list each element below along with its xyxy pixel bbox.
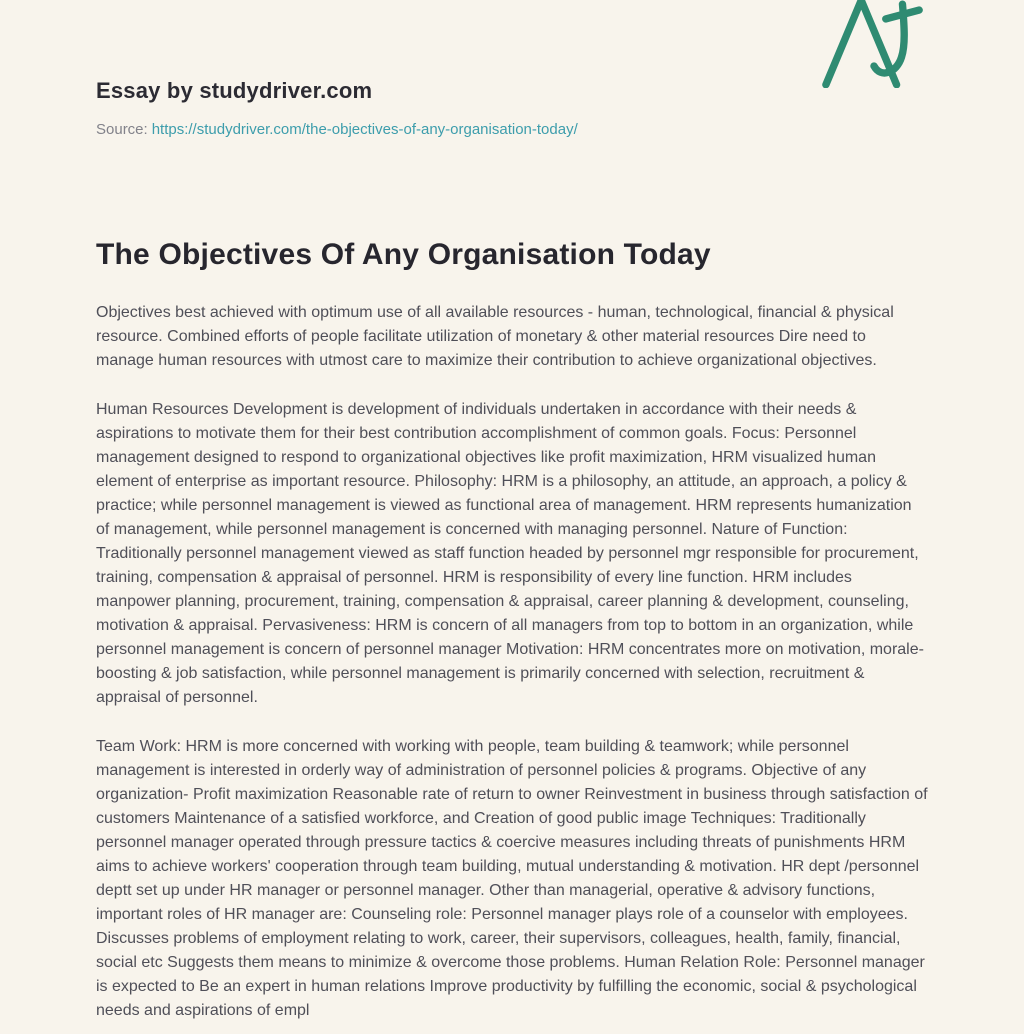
source-url-link[interactable]: https://studydriver.com/the-objectives-of-any-organisation-today/ [151,121,578,138]
essay-title: The Objectives Of Any Organisation Today [96,238,711,271]
essay-content [96,238,928,1023]
essay-byline: Essay by studydriver.com [96,78,373,103]
essay-paragraph-1: Objectives best achieved with optimum use of all available resources - human, technological, financial & physical resource. Combined efforts of people facilitate utilization of monetary & other material resources Dire need to manage human resources with utmost care to maximize their contribution to achieve organizational objectives. [96,304,894,369]
source-label: Source: [96,121,148,138]
studydriver-logo-icon [820,0,928,88]
source-line [96,121,928,138]
document-header [96,0,928,138]
studydriver-logo-graphic [820,0,928,88]
essay-paragraph-2: Human Resources Development is development of individuals undertaken in accordance with their needs & aspirations to motivate them for their best contribution accomplishment of common goals. Focus: Personnel management designed to respond to organizational objectives like profit maximization, HRM visualized human element of enterprise as important resource. Philosophy: HRM is a philosophy, an attitude, an approach, a policy & practice; while personnel management is viewed as functional area of management. HRM represents humanization of management, while personnel management is concerned with managing personnel. Nature of Function: Traditionally personnel management viewed as staff function headed by personnel mgr responsible for procurement, training, compensation & appraisal of personnel. HRM is responsibility of every line function. HRM includes manpower planning, procurement, training, compensation & appraisal, career planning & development, counseling, motivation & appraisal. Pervasiveness: HRM is concern of all managers from top to bottom in an organization, while personnel management is concern of personnel manager Motivation: HRM concentrates more on motivation, morale-boosting & job satisfaction, while personnel management is primarily concerned with selection, recruitment & appraisal of personnel. [96,401,924,706]
essay-paragraph-3: Team Work: HRM is more concerned with working with people, team building & teamwork; while personnel management is interested in orderly way of administration of personnel policies & programs. Objective of any organization- Profit maximization Reasonable rate of return to owner Reinvestment in business through satisfaction of customers Maintenance of a satisfied workforce, and Creation of good public image Techniques: Traditionally personnel manager operated through pressure tactics & coercive measures including threats of punishments HRM aims to achieve workers' cooperation through team building, mutual understanding & motivation. HR dept /personnel deptt set up under HR manager or personnel manager. Other than managerial, operative & advisory functions, important roles of HR manager are: Counseling role: Personnel manager plays role of a counselor with employees. Discusses problems of employment relating to work, career, their supervisors, colleagues, health, family, financial, social etc Suggests them means to minimize & overcome those problems. Human Relation Role: Personnel manager is expected to Be an expert in human relations Improve productivity by fulfilling the economic, social & psychological needs and aspirations of empl [96,738,928,1019]
